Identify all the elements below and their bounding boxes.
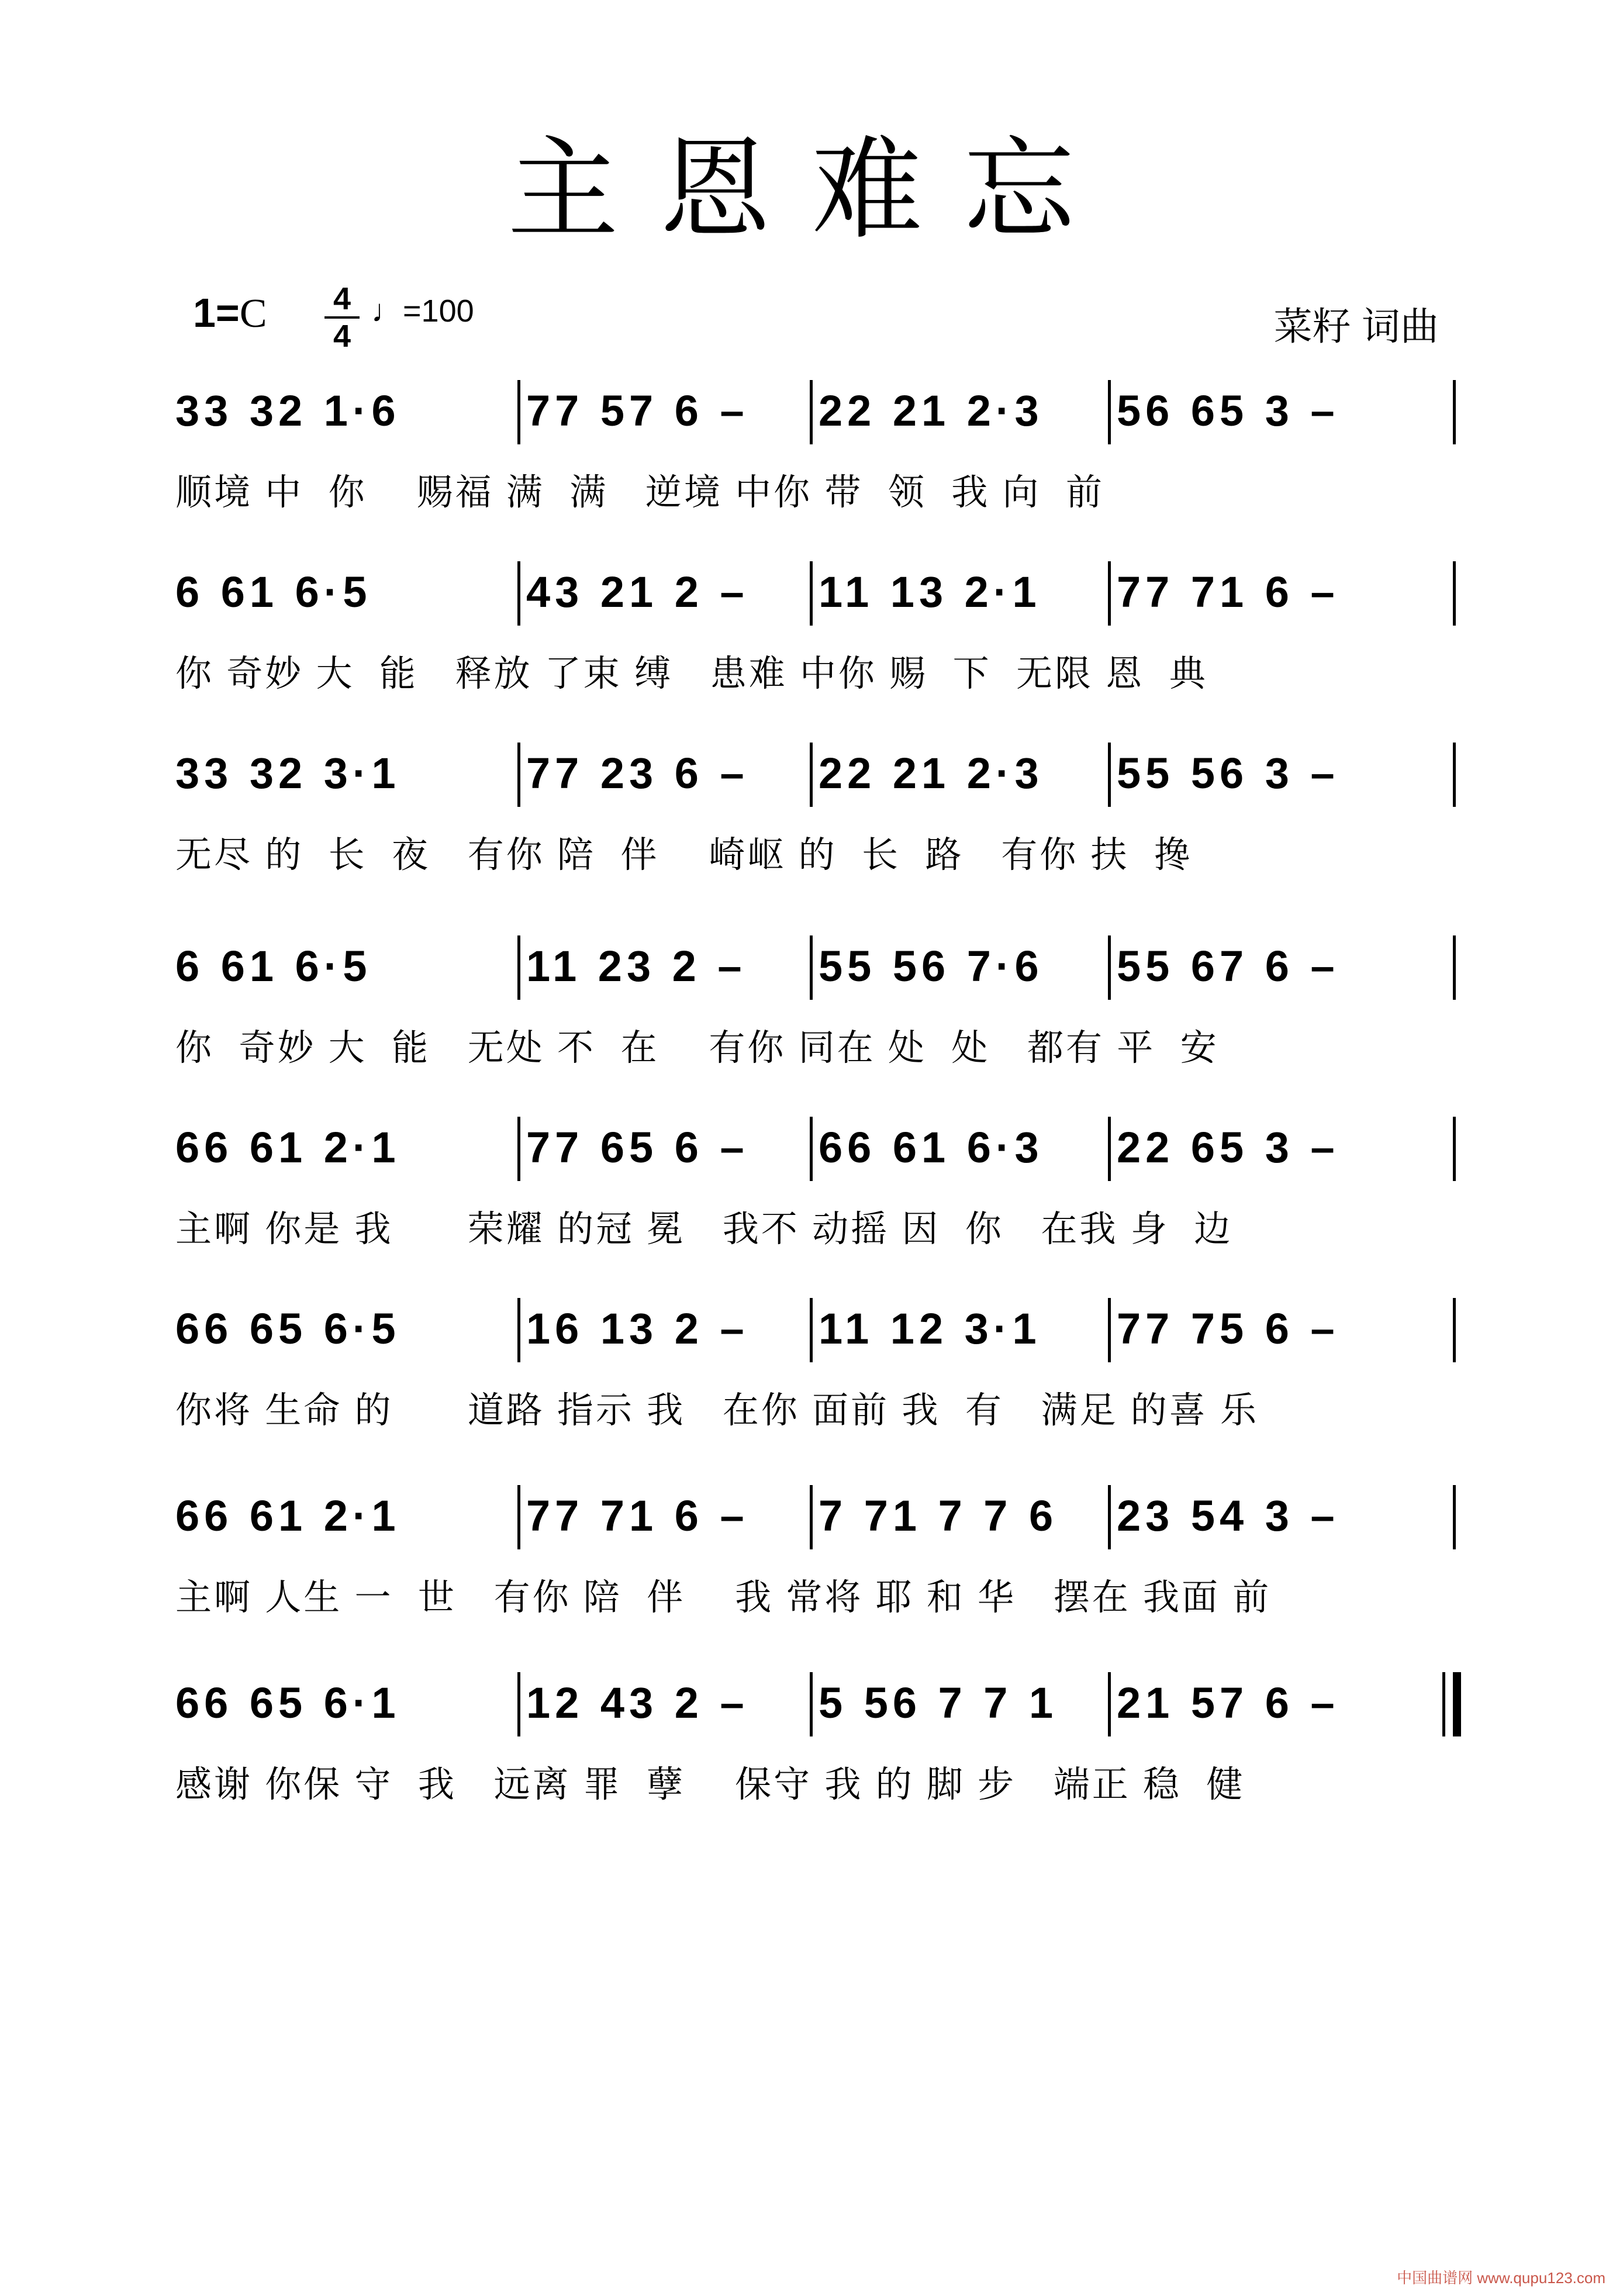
- key-signature: 1=C: [193, 290, 267, 336]
- barline: [1453, 1485, 1456, 1549]
- measure-notes: 77 71 6 –: [1117, 568, 1339, 616]
- barline: [1108, 380, 1111, 444]
- barline: [517, 935, 520, 1000]
- measure-notes: 55 67 6 –: [1117, 942, 1339, 990]
- measure-notes: 16 13 2 –: [526, 1304, 749, 1353]
- barline: [810, 1485, 813, 1549]
- barline: [517, 561, 520, 626]
- barline: [1108, 935, 1111, 1000]
- barline: [1453, 743, 1456, 807]
- barline: [1453, 561, 1456, 626]
- score-line: [175, 1468, 1462, 1643]
- composer-credit: 菜籽 词曲: [1273, 305, 1439, 348]
- notes-line: [175, 1280, 1462, 1362]
- barline: [1108, 743, 1111, 807]
- measure-notes: 77 57 6 –: [526, 386, 749, 435]
- barline: [1108, 1117, 1111, 1181]
- measure-notes: 66 61 6·3: [819, 1123, 1044, 1172]
- barline: [1108, 1298, 1111, 1362]
- measure-notes: 77 65 6 –: [526, 1123, 749, 1172]
- lyrics-line: 感谢 你保 守 我 远离 罪 孽 保守 我 的 脚 步 端正 稳 健: [175, 1765, 1245, 1805]
- barline: [517, 1672, 520, 1736]
- barline: [1453, 1298, 1456, 1362]
- notes-line: [175, 1099, 1462, 1181]
- notes-line: [175, 362, 1462, 444]
- barline: [810, 561, 813, 626]
- notes-line: [175, 544, 1462, 626]
- barline: [810, 1298, 813, 1362]
- barline: [517, 380, 520, 444]
- barline: [1108, 1672, 1111, 1736]
- measure-notes: 22 21 2·3: [819, 749, 1044, 797]
- measure-notes: 11 12 3·1: [819, 1304, 1041, 1353]
- measure-notes: 66 65 6·5: [175, 1304, 400, 1353]
- barline: [517, 1298, 520, 1362]
- measure-notes: 6 61 6·5: [175, 942, 372, 990]
- measure-notes: 22 21 2·3: [819, 386, 1044, 435]
- tempo-marking: ♩=100: [371, 294, 474, 329]
- measure-notes: 12 43 2 –: [526, 1679, 749, 1727]
- measure-notes: 55 56 7·6: [819, 942, 1044, 990]
- score-line: [175, 1280, 1462, 1456]
- site-watermark: 中国曲谱网 www.qupu123.com: [1397, 2269, 1605, 2287]
- lyrics-line: 主啊 人生 一 世 有你 陪 伴 我 常将 耶 和 华 摆在 我面 前: [175, 1577, 1272, 1618]
- score-line: [175, 544, 1462, 719]
- barline: [1108, 1485, 1111, 1549]
- measure-notes: 21 57 6 –: [1117, 1679, 1339, 1727]
- barline: [1108, 561, 1111, 626]
- final-barline-thin: [1442, 1672, 1445, 1736]
- measure-notes: 11 23 2 –: [526, 942, 747, 990]
- lyrics-line: 顺境 中 你 赐福 满 满 逆境 中你 带 领 我 向 前: [175, 472, 1104, 513]
- measure-notes: 66 61 2·1: [175, 1491, 400, 1540]
- score-line: [175, 725, 1462, 900]
- barline: [810, 1672, 813, 1736]
- measure-notes: 55 56 3 –: [1117, 749, 1339, 797]
- lyrics-line: 无尽 的 长 夜 有你 陪 伴 崎岖 的 长 路 有你 扶 搀: [175, 835, 1193, 875]
- barline: [810, 380, 813, 444]
- measure-notes: 33 32 1·6: [175, 386, 400, 435]
- measure-notes: 6 61 6·5: [175, 568, 372, 616]
- notes-line: [175, 725, 1462, 807]
- barline: [810, 935, 813, 1000]
- measure-notes: 77 75 6 –: [1117, 1304, 1339, 1353]
- measure-notes: 33 32 3·1: [175, 749, 400, 797]
- lyrics-line: 你将 生命 的 道路 指示 我 在你 面前 我 有 满足 的喜 乐: [175, 1390, 1259, 1431]
- score-line: [175, 1099, 1462, 1275]
- measure-notes: 66 65 6·1: [175, 1679, 400, 1727]
- measure-notes: 5 56 7 7 1: [819, 1679, 1058, 1727]
- barline: [810, 1117, 813, 1181]
- song-title: 主恩难忘: [507, 125, 1116, 254]
- lyrics-line: 你 奇妙 大 能 释放 了束 缚 患难 中你 赐 下 无限 恩 典: [175, 654, 1208, 694]
- measure-notes: 43 21 2 –: [526, 568, 749, 616]
- measure-notes: 77 23 6 –: [526, 749, 749, 797]
- score-line: [175, 362, 1462, 538]
- measure-notes: 66 61 2·1: [175, 1123, 400, 1172]
- barline: [810, 743, 813, 807]
- score-line: [175, 918, 1462, 1093]
- notes-line: [175, 918, 1462, 1000]
- lyrics-line: 主啊 你是 我 荣耀 的冠 冕 我不 动摇 因 你 在我 身 边: [175, 1209, 1233, 1249]
- barline: [517, 1117, 520, 1181]
- barline: [517, 743, 520, 807]
- final-barline-thick: [1453, 1672, 1461, 1736]
- barline: [1453, 380, 1456, 444]
- measure-notes: 22 65 3 –: [1117, 1123, 1339, 1172]
- score-line: [175, 1655, 1462, 1830]
- notes-line: [175, 1468, 1462, 1549]
- measure-notes: 77 71 6 –: [526, 1491, 749, 1540]
- lyrics-line: 你 奇妙 大 能 无处 不 在 有你 同在 处 处 都有 平 安: [175, 1028, 1219, 1068]
- measure-notes: 56 65 3 –: [1117, 386, 1339, 435]
- measure-notes: 11 13 2·1: [819, 568, 1041, 616]
- time-signature: 4 4: [324, 282, 360, 353]
- measure-notes: 23 54 3 –: [1117, 1491, 1339, 1540]
- barline: [1453, 1117, 1456, 1181]
- notes-line: [175, 1655, 1462, 1736]
- barline: [517, 1485, 520, 1549]
- measure-notes: 7 71 7 7 6: [819, 1491, 1058, 1540]
- barline: [1453, 935, 1456, 1000]
